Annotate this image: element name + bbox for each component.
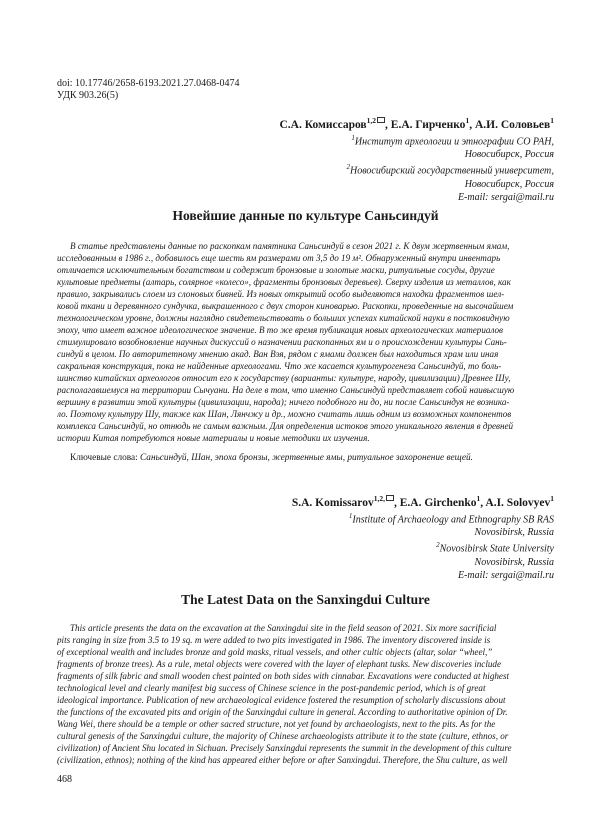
en-abstract-line: fragments of silk fabric and small wooden chest painted on both sides with cinnabar. Excavations were conducted at highest [57, 671, 510, 682]
ru-abstract-line: исследованным в 1986 г., добавилось еще шесть ям размерами от 3,5 до 19 м². Обнаруженный внутри инвентарь [57, 253, 501, 264]
keywords-label: Ключевые слова: [70, 453, 138, 463]
en-affiliations [224, 510, 554, 582]
en-author-2: E.A. Girchenko [399, 496, 477, 509]
ru-affiliation-city-1: Новосибирск, Россия [464, 149, 554, 161]
en-abstract-line: Wang Wei, there should be a temple or other sacred structure, not yet found by archaeologists, next to the pits. As for the [57, 719, 496, 730]
ru-keywords [70, 452, 554, 464]
ru-abstract-line: синдуй в целом. По авторитетному мнению акад. Ван Вэя, рядом с ямами должен был находиться храм или иная [57, 349, 499, 360]
en-authors: S.A. Komissarov$^{1,2,}$ , E.A. Girchenko$^1$, A.I. Solovyev$^1$ [291, 494, 554, 509]
en-affiliation-1: Institute of Archaeology and Ethnography SB RAS [352, 514, 554, 526]
en-abstract-line: cultural genesis of the Sanxingdui culture, the majority of Chinese archaeologists attribute it to the state (culture, ethnos, or [57, 731, 509, 742]
en-abstract-line: civilization) of Ancient Shu located in Sichuan. Precisely Sanxingdui represents the summit in the development of this culture [57, 743, 512, 754]
en-abstract-line: (civilization, ethnos); nothing of the kind has appeared either before or after Sanxingdui. Therefore, the Shu culture, as well [57, 755, 508, 766]
ru-abstract-line: располагавшемуся на территории Сычуани. На деле в том, что именно Саньсиндуй представляет собой наивысшую [57, 385, 515, 396]
en-abstract-line: fragments of bronze trees). As a rule, metal objects were covered with the layer of elephant tusks. New discoveries include [57, 659, 501, 670]
ru-abstract-line: ковой ткани и деревянного сундучка, выкрашенного с двух сторон киноварью. Раскопки, проведенные на высочайшем [57, 301, 514, 312]
ru-author-1: С.А. Комиссаров [279, 118, 367, 131]
ru-abstract-line: технологическом уровне, должны наглядно свидетельствовать о больших успехах китайской науки в постковидную [57, 313, 510, 324]
en-abstract-line: ideological importance. Publication of new archaeological evidence fostered the resumption of scholarly discussions about [57, 695, 506, 706]
en-abstract-line: of exceptional wealth and includes bronze and gold masks, ritual vessels, and other cultic objects (altar, solar “wheel,” [57, 647, 493, 658]
en-abstract-line: pits ranging in size from 3.5 to 19 sq. m were added to two pits investigated in 1986. The inventory discovered inside is [57, 635, 491, 646]
en-affil-sup-2: 2 [436, 541, 440, 550]
en-author-2-sup: 1 [476, 494, 481, 503]
en-author-1-sup: 1,2, [373, 494, 385, 503]
udk-code: УДК 903.26(5) [57, 90, 119, 101]
page-number: 468 [57, 774, 72, 785]
ru-abstract-line: истории Китая потребуются новые материалы и новые методики их изучения. [57, 433, 370, 444]
envelope-icon [377, 117, 385, 123]
ru-affiliations [224, 132, 554, 204]
en-abstract-line: This article presents the data on the excavation at the Sanxingdui site in the field season of 2021. Six more sacrificial [70, 623, 497, 633]
envelope-icon [386, 495, 394, 501]
en-author-1: S.A. Komissarov [291, 496, 374, 509]
en-author-3: A.I. Solovyev [485, 496, 551, 509]
ru-affiliation-1: Институт археологии и этнографии СО РАН, [354, 136, 554, 148]
en-abstract-line: the functions of the excavated pits and origin of the Sanxingdui culture in general. According to authoritative opinion of Dr. [57, 707, 508, 718]
ru-authors: С.А. Комиссаров$^{1,2}$ , Е.А. Гирченко$^1$, А.И. Соловьев$^1$ [279, 116, 554, 131]
ru-affiliation-city-2: Новосибирск, Россия [464, 178, 554, 190]
ru-affiliation-2: Новосибирский государственный университет, [349, 165, 554, 177]
ru-author-3-sup: 1 [550, 116, 554, 125]
ru-author-2-sup: 1 [465, 116, 470, 125]
en-title: The Latest Data on the Sanxingdui Culture [181, 592, 430, 607]
keywords-list: Саньсиндуй, Шан, эпоха бронзы, жертвенные ямы, ритуальное захоронение вещей. [140, 453, 473, 463]
en-affiliation-city-1: Novosibirsk, Russia [474, 527, 554, 539]
ru-abstract-line: ло. Поэтому культуру Шу, также как Шан, Лянчжу и др., можно считать лишь одним из возможных компонентов [57, 409, 512, 420]
doi: doi: 10.17746/2658-6193.2021.27.0468-0474 [57, 78, 240, 89]
ru-abstract [57, 240, 554, 444]
en-affil-sup-1: 1 [348, 512, 353, 520]
ru-affil-sup-1: 1 [351, 134, 355, 142]
ru-author-1-sup: 1,2 [366, 116, 377, 125]
en-author-3-sup: 1 [550, 494, 554, 503]
en-abstract-line: technological level and clearly manifest big success of Chinese science in the post-pandemic period, which is of great [57, 683, 486, 694]
en-email[interactable]: E-mail: sergai@mail.ru [457, 569, 554, 581]
ru-abstract-line: В статье представлены данные по раскопкам памятника Саньсиндуй в сезон 2021 г. К двум жертвенным ямам, [70, 241, 510, 251]
ru-affil-sup-2: 2 [346, 163, 350, 172]
ru-author-3: А.И. Соловьев [474, 118, 551, 131]
ru-email[interactable]: E-mail: sergai@mail.ru [457, 191, 554, 203]
ru-abstract-line: вершину в развитии этой культуры (цивилизации, народа); ничего подобного ни до, ни после Саньсиндуя не возника- [57, 397, 510, 408]
ru-title: Новейшие данные по культуре Саньсиндуй [172, 208, 439, 223]
en-abstract [57, 622, 554, 766]
en-affiliation-2: Novosibirsk State University [439, 543, 554, 555]
ru-abstract-line: стимулировало возобновление научных дискуссий о назначении раскопанных ям и о происхождении культуры Сань- [57, 337, 507, 348]
ru-abstract-line: правило, закрывались слоем из слоновых бивней. Из новых открытий особо выделяются находки фрагментов шел- [57, 289, 505, 300]
ru-abstract-line: культовые предметы (алтарь, солярное «колесо», фрагменты бронзовых деревьев). Сверху изделия из металлов, как [57, 277, 511, 288]
ru-abstract-line: отличается исключительным богатством и содержит бронзовые и золотые маски, ритуальные сосуды, другие [57, 265, 495, 276]
ru-abstract-line: эпоху, что имеет важное идеологическое значение. В то же время публикация новых археологических материалов [57, 325, 504, 336]
ru-abstract-line: комплекса Саньсиндуй, но отнюдь не самым важным. Для определения истоков этого уникального явления в древней [57, 421, 514, 432]
ru-abstract-line: шинство китайских археологов относит его к государству (варианты: культуре, народу, цивилизации) Древнее Шу, [57, 373, 511, 384]
en-affiliation-city-2: Novosibirsk, Russia [474, 556, 554, 568]
ru-author-2: Е.А. Гирченко [390, 118, 466, 131]
ru-abstract-line: сакральная конструкция, пока не найденные археологами. Что же касается культурогенеза Саньсиндуй, то боль- [57, 361, 502, 372]
